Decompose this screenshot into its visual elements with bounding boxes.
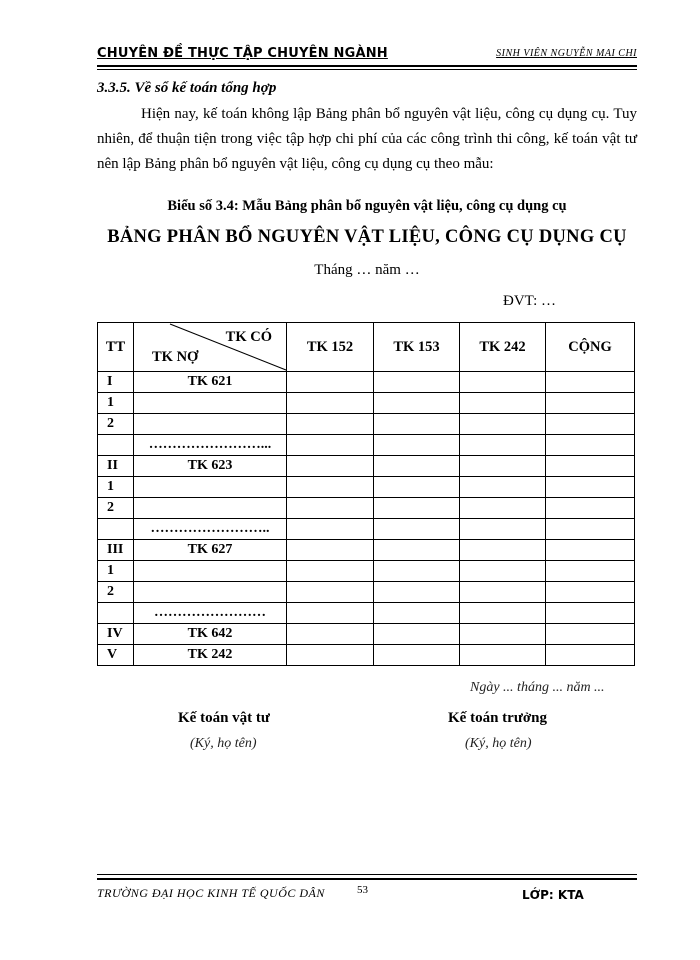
cell-total (546, 372, 635, 393)
header-diagonal-cell (134, 323, 287, 372)
table-row (98, 498, 635, 519)
cell-total (546, 393, 635, 414)
row-tt: III (98, 540, 134, 561)
table-row (98, 540, 635, 561)
cell-total (546, 435, 635, 456)
cell-tk152 (287, 582, 374, 603)
header-title: CHUYÊN ĐỀ THỰC TẬP CHUYÊN NGÀNH (97, 46, 388, 61)
cell-total (546, 519, 635, 540)
cell-tk152 (287, 540, 374, 561)
header-total: CỘNG (546, 323, 635, 372)
table-row (98, 519, 635, 540)
cell-tk152 (287, 603, 374, 624)
cell-tk242 (460, 414, 546, 435)
cell-tk153 (374, 624, 460, 645)
row-account (134, 414, 287, 435)
cell-tk153 (374, 414, 460, 435)
row-tt: 1 (98, 393, 134, 414)
header-author: SINH VIÊN NGUYỄN MAI CHI (496, 48, 637, 59)
cell-tk153 (374, 393, 460, 414)
cell-tk153 (374, 435, 460, 456)
row-tt (98, 435, 134, 456)
cell-tk153 (374, 477, 460, 498)
table-row (98, 372, 635, 393)
cell-total (546, 414, 635, 435)
row-tt: II (98, 456, 134, 477)
cell-tk152 (287, 477, 374, 498)
cell-total (546, 540, 635, 561)
cell-tk152 (287, 519, 374, 540)
signature-left-title: Kế toán vật tư (178, 710, 270, 726)
cell-tk242 (460, 519, 546, 540)
cell-tk152 (287, 393, 374, 414)
table-row (98, 477, 635, 498)
cell-total (546, 603, 635, 624)
row-account (134, 582, 287, 603)
cell-tk153 (374, 645, 460, 666)
table-header-row (98, 323, 635, 372)
cell-tk153 (374, 372, 460, 393)
cell-tk152 (287, 372, 374, 393)
row-tt: 2 (98, 498, 134, 519)
row-tt: 1 (98, 561, 134, 582)
signature-right-title: Kế toán trưởng (448, 710, 547, 726)
cell-total (546, 477, 635, 498)
section-title: 3.3.5. Về sổ kế toán tổng hợp (97, 80, 277, 96)
cell-tk152 (287, 456, 374, 477)
header-tk152: TK 152 (287, 323, 374, 372)
cell-tk153 (374, 498, 460, 519)
cell-total (546, 624, 635, 645)
header-tk153: TK 153 (374, 323, 460, 372)
cell-tk242 (460, 477, 546, 498)
paragraph-text: Hiện nay, kế toán không lập Bảng phân bổ nguyên vật liệu, công cụ dụng cụ. Tuy nhiên, để thuận tiện trong việc tập hợp chi phí của các công trình thi công, kế toán vật tư nên lập Bảng phân bổ nguyên vật liệu, công cụ dụng cụ theo mẫu: (97, 106, 637, 172)
row-account: TK 621 (134, 372, 287, 393)
cell-tk153 (374, 603, 460, 624)
table-row (98, 456, 635, 477)
cell-tk153 (374, 561, 460, 582)
section-paragraph (97, 102, 637, 177)
cell-tk242 (460, 435, 546, 456)
unit-line: ĐVT: … (503, 293, 556, 309)
cell-tk242 (460, 456, 546, 477)
row-account: …………………… (134, 603, 287, 624)
header-tk-co: TK CÓ (225, 329, 272, 345)
header-tk242: TK 242 (460, 323, 546, 372)
table-row (98, 393, 635, 414)
table-body (98, 372, 635, 666)
cell-tk242 (460, 624, 546, 645)
cell-tk242 (460, 582, 546, 603)
footer-school: TRƯỜNG ĐẠI HỌC KINH TẾ QUỐC DÂN (97, 886, 325, 900)
cell-total (546, 498, 635, 519)
row-tt: IV (98, 624, 134, 645)
cell-tk152 (287, 645, 374, 666)
table-row (98, 582, 635, 603)
row-account: TK 623 (134, 456, 287, 477)
row-tt (98, 519, 134, 540)
row-tt: 1 (98, 477, 134, 498)
row-account (134, 477, 287, 498)
cell-tk153 (374, 582, 460, 603)
table-row (98, 645, 635, 666)
cell-tk152 (287, 624, 374, 645)
row-account: TK 242 (134, 645, 287, 666)
signature-right-note: (Ký, họ tên) (465, 736, 532, 751)
page-header (97, 46, 637, 66)
cell-tk152 (287, 414, 374, 435)
row-account (134, 561, 287, 582)
row-account (134, 498, 287, 519)
cell-tk153 (374, 519, 460, 540)
cell-tk153 (374, 540, 460, 561)
cell-total (546, 645, 635, 666)
table-row (98, 414, 635, 435)
row-tt: 2 (98, 414, 134, 435)
cell-tk152 (287, 435, 374, 456)
table-caption: Biểu số 3.4: Mẫu Bảng phân bổ nguyên vật liệu, công cụ dụng cụ (167, 198, 567, 214)
footer-rule-thin (97, 874, 637, 875)
header-rule-thin (97, 69, 637, 70)
row-tt: V (98, 645, 134, 666)
cell-tk152 (287, 561, 374, 582)
cell-total (546, 582, 635, 603)
cell-tk242 (460, 645, 546, 666)
cell-tk242 (460, 393, 546, 414)
footer-class: LỚP: KTA (522, 888, 584, 902)
cell-tk242 (460, 372, 546, 393)
header-tk-no: TK NỢ (152, 349, 199, 365)
row-account: TK 642 (134, 624, 287, 645)
cell-tk152 (287, 498, 374, 519)
table-row (98, 435, 635, 456)
month-line: Tháng … năm … (314, 262, 420, 278)
signature-left-note: (Ký, họ tên) (190, 736, 257, 751)
table-row (98, 603, 635, 624)
cell-total (546, 561, 635, 582)
header-tt: TT (98, 323, 134, 372)
page-number: 53 (357, 884, 368, 896)
cell-tk242 (460, 561, 546, 582)
row-tt: I (98, 372, 134, 393)
footer-rule (97, 878, 637, 880)
table-title: BẢNG PHÂN BỔ NGUYÊN VẬT LIỆU, CÔNG CỤ DỤNG CỤ (107, 227, 627, 247)
cell-tk242 (460, 603, 546, 624)
table-row (98, 624, 635, 645)
row-tt: 2 (98, 582, 134, 603)
table-row (98, 561, 635, 582)
allocation-table (97, 322, 635, 666)
cell-tk242 (460, 540, 546, 561)
row-account (134, 393, 287, 414)
cell-total (546, 456, 635, 477)
row-account: …………………….. (134, 519, 287, 540)
cell-tk242 (460, 498, 546, 519)
row-tt (98, 603, 134, 624)
row-account: TK 627 (134, 540, 287, 561)
row-account: ……………………... (134, 435, 287, 456)
header-rule (97, 65, 637, 67)
date-line: Ngày ... tháng ... năm ... (470, 680, 605, 695)
cell-tk153 (374, 456, 460, 477)
